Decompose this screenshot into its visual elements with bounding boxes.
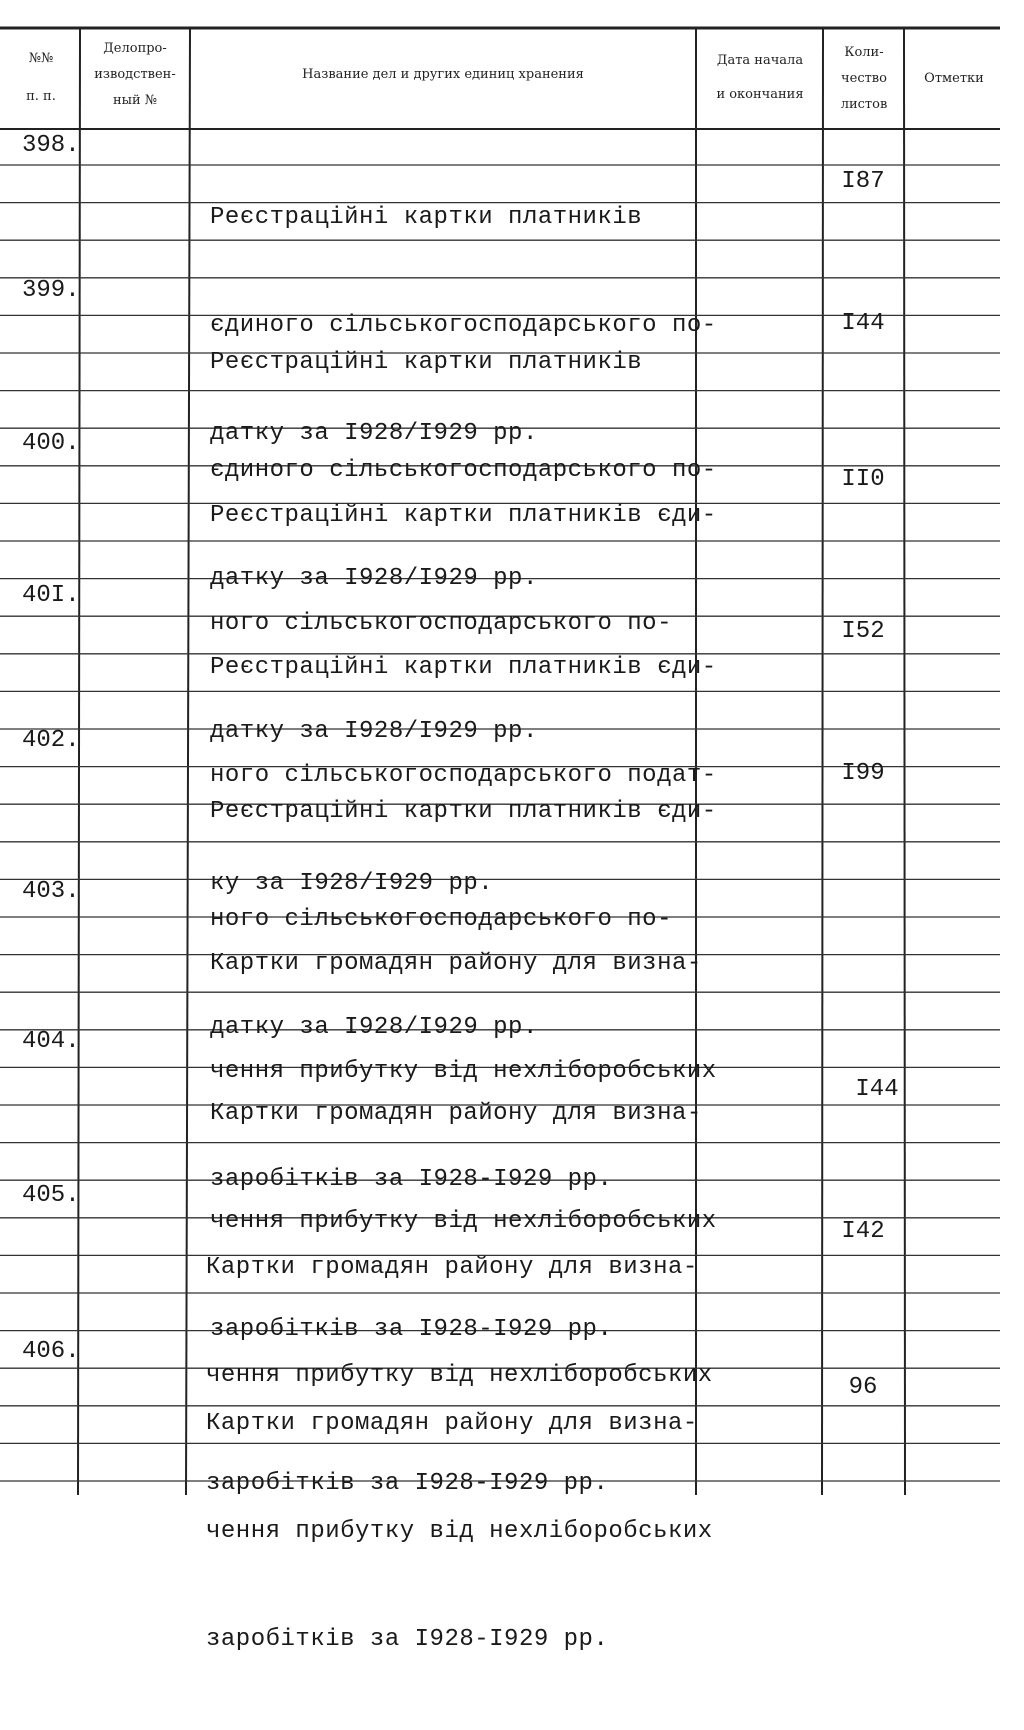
- entry-number: 40I.: [22, 582, 80, 609]
- entry-sheet-count: II0: [841, 466, 885, 493]
- entry-sheet-count: I99: [841, 760, 885, 787]
- entry-title: Картки громадян району для визна- чення прибутку від нехліборобських заробітків за I928-I929 рр.: [210, 1100, 717, 1343]
- entry-title: Реєстраційні картки платників єди- ного сільськогосподарського подат- ку за I928/I929 рр.: [210, 654, 717, 897]
- entry-number: 406.: [22, 1338, 80, 1365]
- entry-title: Картки громадян району для визна- чення прибутку від нехліборобських заробітків за I928-I929 рр.: [206, 1254, 713, 1497]
- header-number-column: №№ п. п.: [26, 51, 56, 104]
- entry-title: Картки громадян району для визна- чення прибутку від нехліборобських заробітків за I928-I929 рр.: [210, 950, 717, 1193]
- entry-title: Картки громадян району для визна- чення прибутку від нехліборобських заробітків за I928-I929 рр.: [206, 1410, 713, 1653]
- header-sheets-column: Коли- чество листов: [840, 45, 888, 112]
- entry-sheet-count: 96: [848, 1374, 878, 1401]
- entry-number: 402.: [22, 727, 80, 754]
- header-dates-column: Дата начала и окончания: [716, 53, 804, 102]
- header-office-number-column: Делопро- изводствен- ный №: [94, 41, 176, 108]
- entry-number: 399.: [22, 277, 80, 304]
- entry-number: 400.: [22, 430, 80, 457]
- entry-number: 403.: [22, 878, 80, 905]
- entry-title: Реєстраційні картки платників єдиного сільськогосподарського по- датку за I928/I929 рр.: [210, 349, 717, 592]
- entry-title: Реєстраційні картки платників єди- ного сільськогосподарського по- датку за I928/I929 рр.: [210, 798, 717, 1041]
- entry-sheet-count: I87: [841, 168, 885, 195]
- entry-number: 404.: [22, 1028, 80, 1055]
- header-title-column: Название дел и других единиц хранения: [302, 67, 584, 82]
- entry-sheet-count: I44: [855, 1076, 899, 1103]
- entry-number: 398.: [22, 132, 80, 159]
- entry-title: Реєстраційні картки платників єди- ного сільськогосподарського по- датку за I928/I929 рр.: [210, 502, 717, 745]
- entry-number: 405.: [22, 1182, 80, 1209]
- entry-sheet-count: I44: [841, 310, 885, 337]
- entry-sheet-count: I42: [841, 1218, 885, 1245]
- entry-title: Реєстраційні картки платників єдиного сільськогосподарського по- датку за I928/I929 рр.: [210, 204, 717, 447]
- entry-sheet-count: I52: [841, 618, 885, 645]
- header-notes-column: Отметки: [924, 71, 984, 86]
